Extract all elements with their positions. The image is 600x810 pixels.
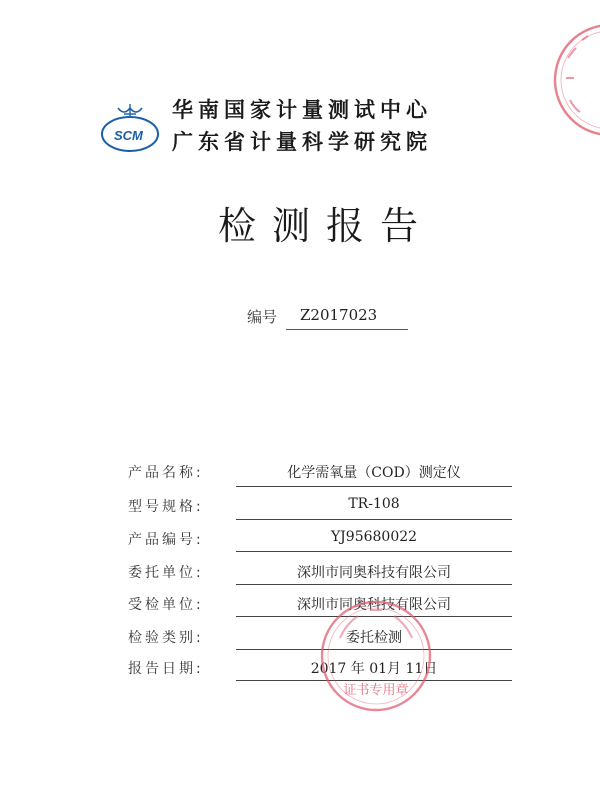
report-title: 检测报告 (218, 204, 435, 248)
field-label-product-name: 产品名称: (128, 465, 204, 481)
field-label-inspection-type: 检验类别: (128, 630, 204, 646)
field-underline (236, 584, 512, 585)
field-underline (236, 486, 512, 487)
field-label-report-date: 报告日期: (128, 661, 204, 677)
scm-logo (100, 102, 164, 158)
field-value-serial: YJ95680022 (330, 529, 418, 545)
field-label-model: 型号规格: (128, 499, 204, 515)
field-label-serial: 产品编号: (128, 532, 204, 548)
field-label-client: 委托单位: (128, 565, 204, 581)
report-number-value: Z2017023 (300, 306, 378, 324)
seal-text: 证书专用章 (343, 683, 409, 698)
field-label-inspected-unit: 受检单位: (128, 597, 204, 613)
report-number-label: 编号 (247, 308, 278, 326)
field-value-inspected-unit: 深圳市同奥科技有限公司 (297, 597, 451, 613)
field-underline (236, 519, 512, 520)
seal-stamp-certificate (318, 598, 434, 714)
field-value-report-date: 2017 年 01月 11日 (310, 661, 438, 677)
field-underline (236, 551, 512, 552)
institute-name-line2: 广东省计量科学研究院 (172, 130, 432, 154)
institute-name-line1: 华南国家计量测试中心 (172, 98, 432, 122)
field-value-model: TR-108 (348, 496, 400, 512)
seal-stamp-top (548, 18, 600, 136)
field-value-client: 深圳市同奥科技有限公司 (297, 565, 451, 581)
logo-text: SCM (114, 128, 143, 143)
report-number-underline (286, 329, 408, 330)
field-value-product-name: 化学需氧量（COD）测定仪 (287, 465, 461, 481)
field-value-inspection-type: 委托检测 (346, 630, 402, 646)
